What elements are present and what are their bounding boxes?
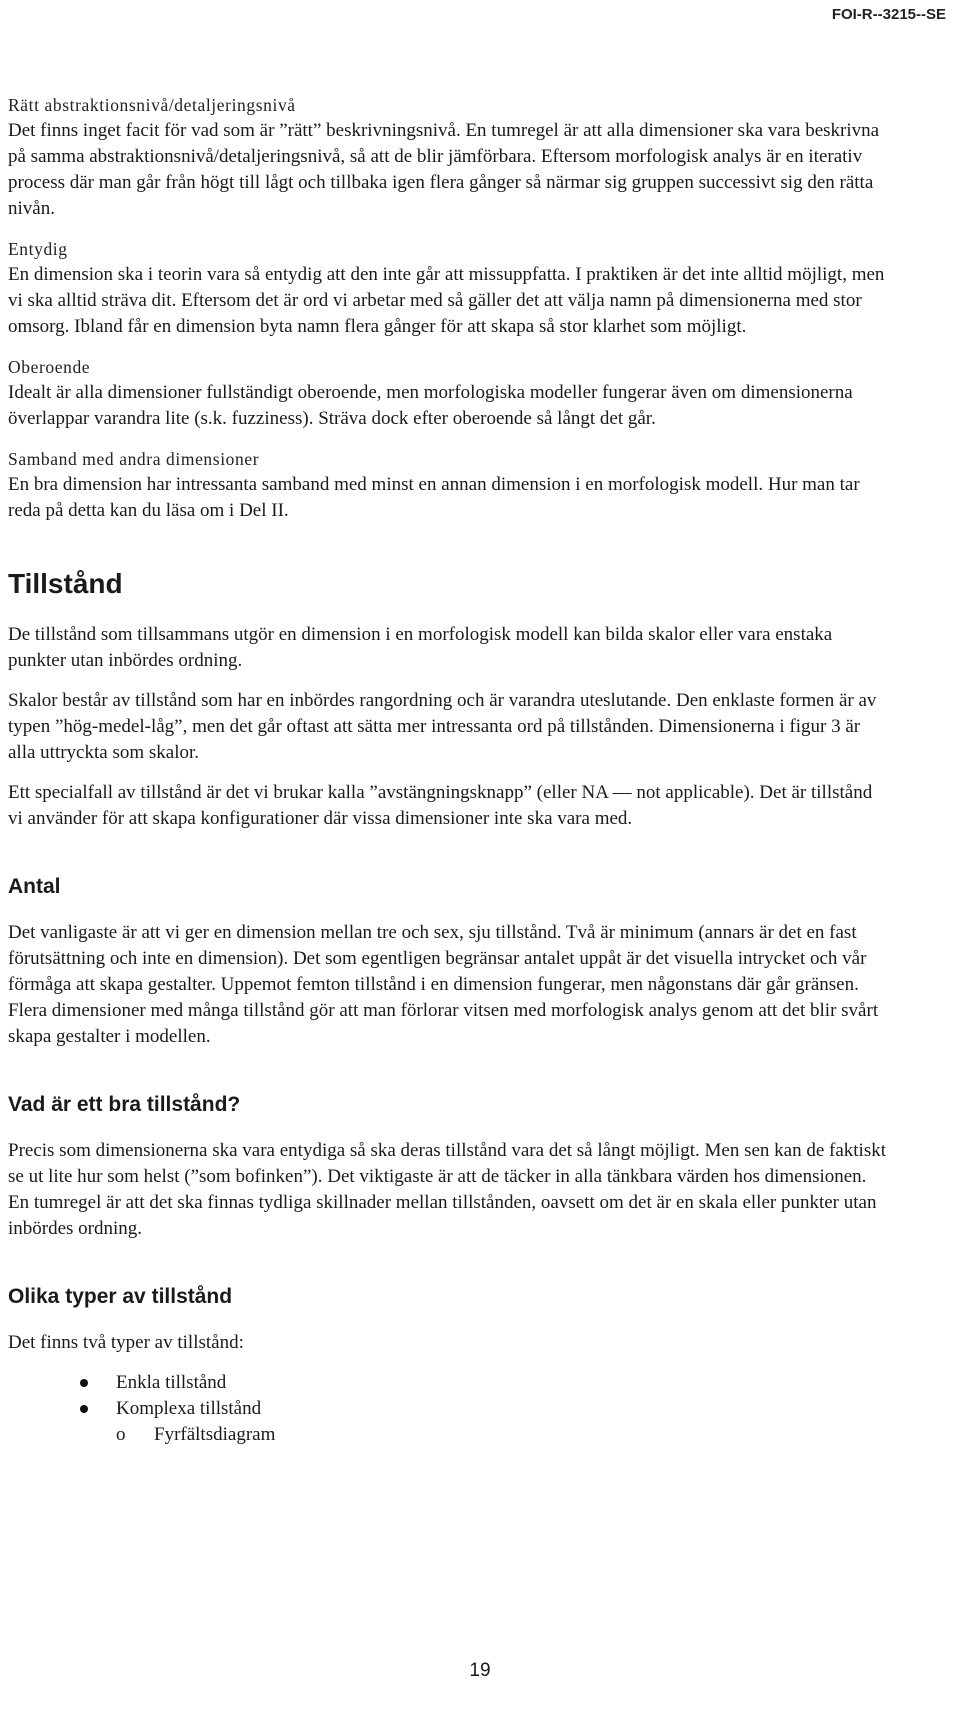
section-samband <box>8 446 888 524</box>
section-entydig <box>8 236 888 340</box>
sub-bullet-marker: o <box>116 1424 126 1445</box>
bullet-icon <box>80 1405 88 1413</box>
section-title: Oberoende <box>8 357 91 377</box>
section-text: En bra dimension har intressanta samband med minst en annan dimension i en morfologisk modell. Hur man tar reda på detta kan du läsa om i Del II. <box>8 474 860 521</box>
section-ratt-abstraktionsniva <box>8 92 888 222</box>
section-title: Entydig <box>8 239 68 259</box>
sub-list-item-label: Fyrfältsdiagram <box>154 1424 276 1445</box>
page-content <box>8 92 888 1448</box>
sub-list <box>116 1422 888 1448</box>
tillstand-types-list <box>8 1370 888 1448</box>
tillstand-paragraph-3: Ett specialfall av tillstånd är det vi brukar kalla ”avstängningsknapp” (eller NA — not applicable). Det är tillstånd vi använder för att skapa konfigurationer där vissa dimensioner inte ska vara med. <box>8 782 873 829</box>
document-code: FOI-R--3215--SE <box>831 6 946 23</box>
heading-antal: Antal <box>8 875 61 898</box>
section-text: Det finns inget facit för vad som är ”rätt” beskrivningsnivå. En tumregel är att alla dimensioner ska vara beskrivna på samma abstraktionsnivå/detaljeringsnivå, så att de blir jämförbara. Eftersom morfologisk analys är en iterativ process där man går från högt till lågt och tillbaka igen flera gånger så närmar sig gruppen successivt sig den rätta nivån. <box>8 120 880 219</box>
section-title: Samband med andra dimensioner <box>8 449 260 469</box>
list-item <box>116 1396 888 1448</box>
section-text: En dimension ska i teorin vara så entydig att den inte går att missuppfatta. I praktiken är det inte alltid möjligt, men vi ska alltid sträva dit. Eftersom det är ord vi arbetar med så gäller det att välja namn på dimensionerna med stor omsorg. Ibland får en dimension byta namn flera gånger för att skapa så stor klarhet som möjligt. <box>8 264 885 337</box>
heading-olika-typer: Olika typer av tillstånd <box>8 1285 233 1308</box>
olika-intro: Det finns två typer av tillstånd: <box>8 1332 244 1353</box>
heading-bra-tillstand: Vad är ett bra tillstånd? <box>8 1093 241 1116</box>
tillstand-paragraph-1: De tillstånd som tillsammans utgör en dimension i en morfologisk modell kan bilda skalor eller vara enstaka punkter utan inbördes ordning. <box>8 624 833 671</box>
section-title: Rätt abstraktionsnivå/detaljeringsnivå <box>8 95 296 115</box>
bra-paragraph: Precis som dimensionerna ska vara entydiga så ska deras tillstånd vara det så långt möjligt. Men sen kan de faktiskt se ut lite hur som helst (”som bofinken”). Det viktigaste är att de täcker in alla tänkbara värden hos dimensionen. En tumregel är att det ska finnas tydliga skillnader mellan tillstånden, oavsett om det är en skala eller punkter utan inbördes ordning. <box>8 1140 886 1239</box>
tillstand-paragraph-2: Skalor består av tillstånd som har en inbördes rangordning och är varandra uteslutande. Den enklaste formen är av typen ”hög-medel-låg”, men det går oftast att sätta mer intressanta ord på tillstånden. Dimensionerna i figur 3 är alla uttryckta som skalor. <box>8 690 877 763</box>
list-item <box>116 1370 888 1396</box>
section-text: Idealt är alla dimensioner fullständigt oberoende, men morfologiska modeller fungerar även om dimensionerna överlappar varandra lite (s.k. fuzziness). Sträva dock efter oberoende så långt det går. <box>8 382 853 429</box>
heading-tillstand: Tillstånd <box>8 568 123 599</box>
antal-paragraph: Det vanligaste är att vi ger en dimension mellan tre och sex, sju tillstånd. Två är minimum (annars är det en fast förutsättning och inte en dimension). Det som egentligen begränsar antalet uppåt är det visuella intrycket och vår förmåga att skapa gestalter. Uppemot femton tillstånd i en dimension fungerar, men någonstans där går gränsen. Flera dimensioner med många tillstånd gör att man förlorar vitsen med morfologisk analys genom att det blir svårt skapa gestalter i modellen. <box>8 922 879 1047</box>
list-item-label: Komplexa tillstånd <box>116 1398 262 1419</box>
section-oberoende <box>8 354 888 432</box>
list-item-label: Enkla tillstånd <box>116 1372 227 1393</box>
bullet-icon <box>80 1379 88 1387</box>
page-number: 19 <box>469 1660 491 1681</box>
sub-list-item <box>116 1422 888 1448</box>
